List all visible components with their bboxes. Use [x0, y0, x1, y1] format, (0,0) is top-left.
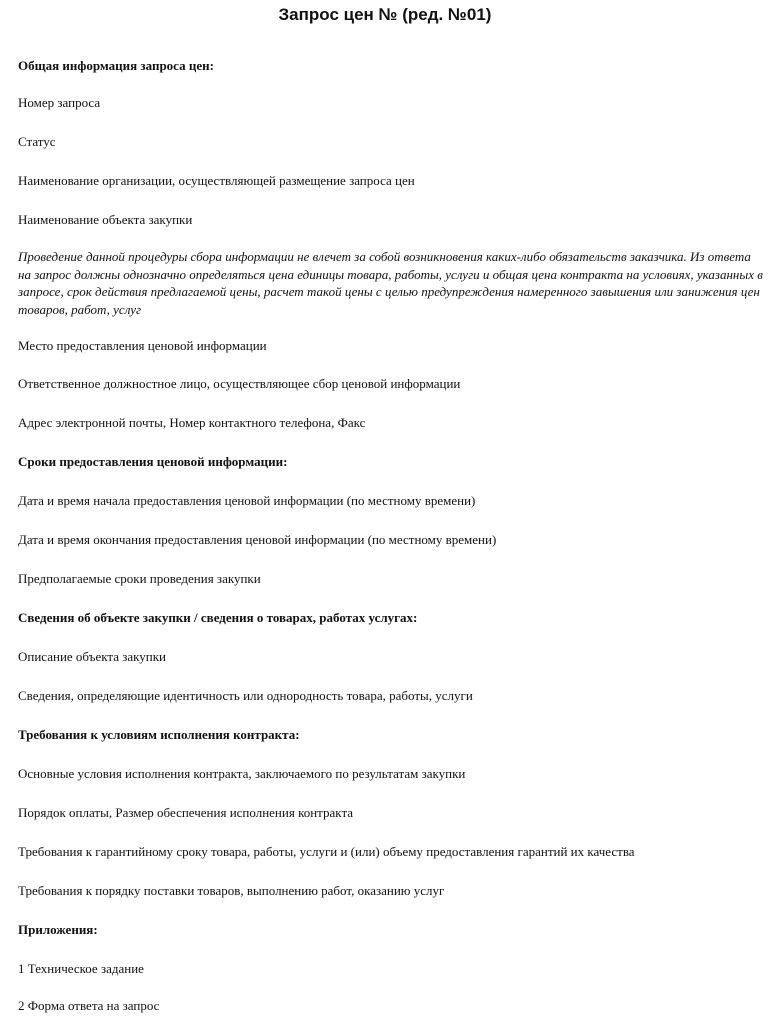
field-label-responsible-person: Ответственное должностное лицо, осуществляющее сбор ценовой информации — [18, 376, 461, 391]
disclaimer-note: Проведение данной процедуры сбора информации не влечет за собой возникновения каких-либо обязательств заказчика. Из ответа на запрос должны однозначно определяться цена единицы товара, работы, услуги и общая цена контракта на условиях, указанных в запросе, срок действия предлагаемой цены, расчет такой цены с целью предупреждения намеренного завышения или занижения цен товаров, работ, услуг — [18, 249, 763, 317]
attachment-item-response-form: 2 Форма ответа на запрос — [18, 998, 160, 1013]
field-label-request-number: Номер запроса — [18, 95, 101, 110]
section-heading-deadlines: Сроки предоставления ценовой информации: — [18, 454, 288, 469]
field-label-start-date: Дата и время начала предоставления ценовой информации (по местному времени) — [18, 493, 476, 508]
section-heading-subject: Сведения об объекте закупки / сведения о товарах, работах услугах: — [18, 610, 418, 625]
field-label-procurement-terms: Предполагаемые сроки проведения закупки — [18, 571, 261, 586]
field-label-main-conditions: Основные условия исполнения контракта, заключаемого по результатам закупки — [18, 766, 466, 781]
field-label-warranty-requirements: Требования к гарантийному сроку товара, работы, услуги и (или) объему предоставления гарантий их качества — [18, 844, 635, 859]
attachment-item-technical-task: 1 Техническое задание — [18, 961, 144, 976]
document-title: Запрос цен № (ред. №01) — [278, 5, 492, 24]
section-heading-requirements: Требования к условиям исполнения контракта: — [18, 727, 300, 742]
section-heading-general: Общая информация запроса цен: — [18, 58, 214, 73]
field-label-payment-order: Порядок оплаты, Размер обеспечения исполнения контракта — [18, 805, 354, 820]
field-label-subject-description: Описание объекта закупки — [18, 649, 166, 664]
field-label-end-date: Дата и время окончания предоставления ценовой информации (по местному времени) — [18, 532, 497, 547]
field-label-price-info-place: Место предоставления ценовой информации — [18, 338, 267, 353]
field-label-status: Статус — [18, 134, 56, 149]
field-label-contacts: Адрес электронной почты, Номер контактного телефона, Факс — [18, 415, 366, 430]
section-heading-attachments: Приложения: — [18, 922, 98, 937]
field-label-identity-info: Сведения, определяющие идентичность или однородность товара, работы, услуги — [18, 688, 473, 703]
field-label-delivery-requirements: Требования к порядку поставки товаров, выполнению работ, оказанию услуг — [18, 883, 445, 898]
field-label-procurement-object: Наименование объекта закупки — [18, 212, 193, 227]
field-label-organization: Наименование организации, осуществляющей размещение запроса цен — [18, 173, 415, 188]
